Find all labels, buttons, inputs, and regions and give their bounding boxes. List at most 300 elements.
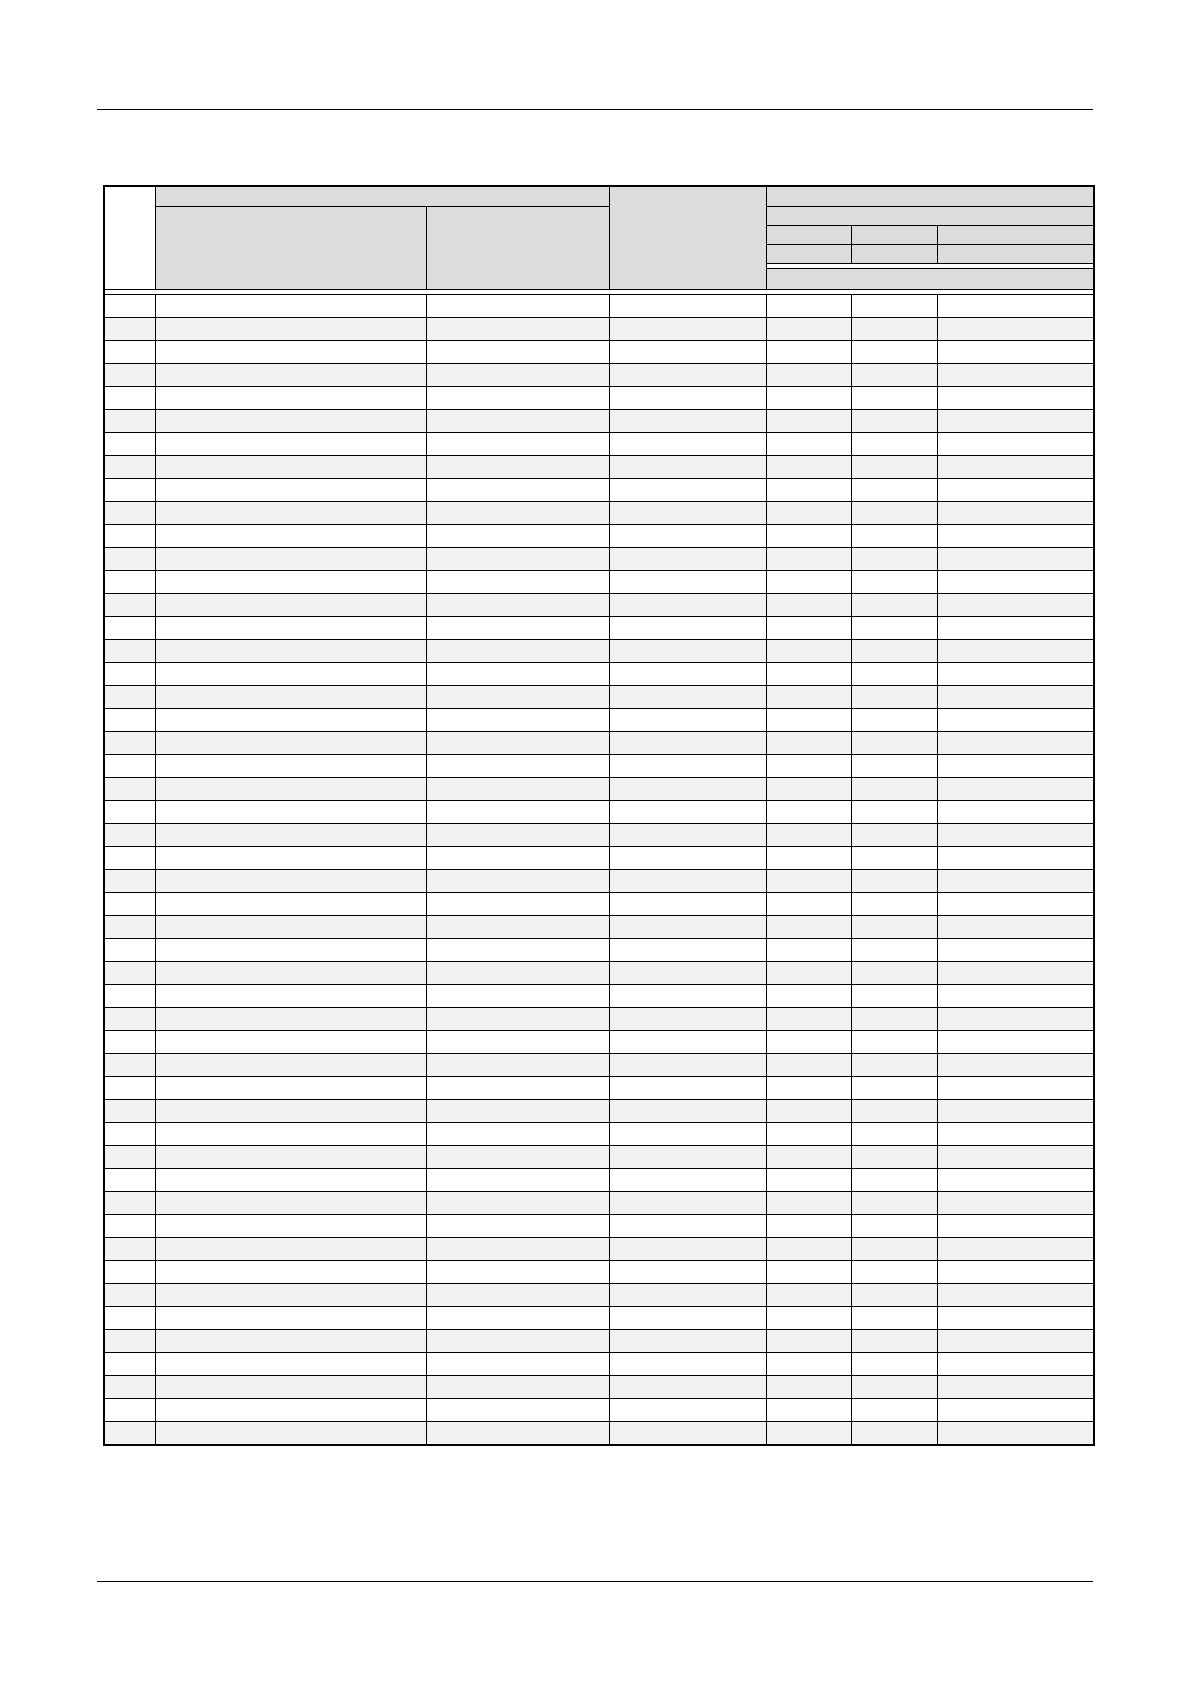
table-cell [851,1284,937,1307]
table-cell [104,939,155,962]
table-cell [851,709,937,732]
header-cell-b-sub [766,207,1094,226]
table-cell [155,916,426,939]
table-cell [851,456,937,479]
table-cell [155,479,426,502]
table-cell [937,594,1094,617]
table-cell [104,1353,155,1376]
table-cell [426,410,609,433]
table-cell [937,985,1094,1008]
table-cell [426,755,609,778]
table-cell [155,709,426,732]
table-cell [426,479,609,502]
table-row [104,801,1094,824]
table-cell [851,939,937,962]
table-cell [937,1146,1094,1169]
table-cell [766,1353,851,1376]
table-cell [937,778,1094,801]
table-row [104,1146,1094,1169]
table-cell [609,1422,766,1446]
table-cell [426,433,609,456]
table-cell [851,433,937,456]
table-cell [851,341,937,364]
table-cell [937,1330,1094,1353]
table-cell [609,870,766,893]
table-cell [426,364,609,387]
table-cell [426,985,609,1008]
table-cell [609,893,766,916]
table-cell [155,502,426,525]
table-cell [426,456,609,479]
table-cell [766,1031,851,1054]
table-cell [937,801,1094,824]
table-cell [426,1238,609,1261]
table-cell [937,318,1094,341]
table-row [104,824,1094,847]
table-cell [766,962,851,985]
table-cell [766,1215,851,1238]
table-cell [104,594,155,617]
table-cell [937,1399,1094,1422]
table-row [104,1399,1094,1422]
table-cell [426,1399,609,1422]
table-cell [426,640,609,663]
table-cell [155,433,426,456]
table-row [104,640,1094,663]
table-cell [609,571,766,594]
table-cell [426,617,609,640]
table-cell [766,1376,851,1399]
header-rule [97,109,1093,110]
table-cell [609,755,766,778]
table-cell [766,594,851,617]
table-cell [104,1238,155,1261]
table-cell [851,732,937,755]
table-cell [851,318,937,341]
table-cell [937,893,1094,916]
table-cell [766,1077,851,1100]
table-cell [426,1307,609,1330]
table-row [104,663,1094,686]
table-cell [609,1215,766,1238]
table-cell [851,364,937,387]
table-cell [851,1123,937,1146]
table-cell [766,571,851,594]
table-cell [426,686,609,709]
table-row [104,962,1094,985]
table-cell [766,778,851,801]
table-cell [766,341,851,364]
header-cell-group-b [766,186,1094,207]
table-row [104,456,1094,479]
table-cell [766,295,851,318]
table-cell [104,571,155,594]
table-cell [104,916,155,939]
table-cell [104,525,155,548]
table-cell [426,893,609,916]
table-row [104,1054,1094,1077]
table-cell [766,1123,851,1146]
table-cell [609,1284,766,1307]
table-cell [766,318,851,341]
table-cell [937,1169,1094,1192]
table-cell [609,1238,766,1261]
table-row [104,1008,1094,1031]
table-cell [609,985,766,1008]
table-cell [104,1008,155,1031]
table-cell [609,1008,766,1031]
table-cell [937,870,1094,893]
table-cell [155,962,426,985]
table-cell [851,295,937,318]
table-cell [937,1031,1094,1054]
table-cell [104,778,155,801]
table-cell [609,709,766,732]
table-cell [609,1100,766,1123]
table-cell [104,341,155,364]
table-cell [104,801,155,824]
header-cell-b1-unit [766,245,851,264]
table-row [104,318,1094,341]
table-cell [937,571,1094,594]
table-cell [155,548,426,571]
header-cell-a1 [155,207,426,290]
table-cell [104,962,155,985]
table-cell [104,640,155,663]
table-cell [155,1238,426,1261]
table-cell [426,1100,609,1123]
table-cell [851,548,937,571]
table-cell [155,1192,426,1215]
table-cell [155,1307,426,1330]
table-row [104,617,1094,640]
table-cell [766,1330,851,1353]
table-cell [104,732,155,755]
table-cell [155,663,426,686]
table-cell [851,1169,937,1192]
table-cell [155,1353,426,1376]
table-cell [766,525,851,548]
header-cell-b3-unit [937,245,1094,264]
table-cell [104,295,155,318]
table-cell [609,548,766,571]
table-cell [937,962,1094,985]
table-cell [937,1054,1094,1077]
table-cell [851,916,937,939]
table-cell [155,1284,426,1307]
table-cell [104,1123,155,1146]
table-cell [104,364,155,387]
table-cell [104,1146,155,1169]
table-cell [851,847,937,870]
table-cell [609,295,766,318]
table-cell [609,1353,766,1376]
table-row [104,479,1094,502]
table-row [104,387,1094,410]
table-cell [155,295,426,318]
table-cell [766,939,851,962]
table-cell [609,479,766,502]
table-row [104,1284,1094,1307]
table-cell [609,410,766,433]
table-cell [155,525,426,548]
table-cell [155,1215,426,1238]
table-cell [851,824,937,847]
table-row [104,1031,1094,1054]
table-cell [766,1284,851,1307]
table-cell [851,617,937,640]
table-cell [426,295,609,318]
table-cell [609,663,766,686]
table-cell [851,571,937,594]
table-row [104,847,1094,870]
table-cell [937,456,1094,479]
table-cell [937,847,1094,870]
table-row [104,778,1094,801]
table-cell [609,847,766,870]
header-cell-number [104,186,155,290]
table-cell [609,1261,766,1284]
table-row [104,525,1094,548]
table-cell [426,1192,609,1215]
table-cell [104,1330,155,1353]
table-cell [609,1169,766,1192]
table-cell [766,1146,851,1169]
table-cell [937,502,1094,525]
table-row [104,1261,1094,1284]
table-cell [155,640,426,663]
table-cell [155,364,426,387]
table-cell [851,1100,937,1123]
table-cell [851,640,937,663]
table-cell [104,870,155,893]
table-cell [155,1261,426,1284]
table-cell [609,617,766,640]
table-cell [766,824,851,847]
table-cell [609,640,766,663]
table-row [104,939,1094,962]
table-cell [937,341,1094,364]
table-row [104,1307,1094,1330]
table-cell [609,778,766,801]
table-cell [104,893,155,916]
table-cell [155,1077,426,1100]
table-cell [155,617,426,640]
table-cell [155,1169,426,1192]
table-cell [609,916,766,939]
table-cell [426,387,609,410]
table-cell [766,1008,851,1031]
table-cell [609,525,766,548]
header-cell-b3 [937,226,1094,245]
table-row [104,893,1094,916]
table-cell [937,1284,1094,1307]
table-cell [609,387,766,410]
table-row [104,916,1094,939]
table-cell [851,985,937,1008]
table-cell [426,962,609,985]
table-cell [426,1330,609,1353]
table-cell [851,479,937,502]
table-cell [851,1146,937,1169]
header-cell-b-total [766,269,1094,290]
table-cell [851,502,937,525]
table-cell [426,1261,609,1284]
table-cell [851,1008,937,1031]
table-cell [609,1307,766,1330]
table-cell [609,1399,766,1422]
table-cell [155,1376,426,1399]
table-cell [937,295,1094,318]
table-cell [851,1376,937,1399]
table-cell [766,364,851,387]
table-cell [155,824,426,847]
table-cell [104,1261,155,1284]
table-row [104,1077,1094,1100]
table-cell [609,1192,766,1215]
table-cell [155,1330,426,1353]
table-cell [155,318,426,341]
table-cell [426,525,609,548]
table-row [104,295,1094,318]
table-cell [609,594,766,617]
table-cell [766,1192,851,1215]
footer-rule [97,1581,1093,1582]
table-cell [766,1238,851,1261]
table-cell [937,364,1094,387]
table-row [104,1422,1094,1446]
table-cell [426,1284,609,1307]
table-cell [104,686,155,709]
table-row [104,571,1094,594]
table-row [104,1192,1094,1215]
table-cell [426,778,609,801]
table-cell [609,1077,766,1100]
table-cell [851,778,937,801]
table-cell [104,1399,155,1422]
table-cell [104,985,155,1008]
table-cell [851,525,937,548]
table-cell [104,1376,155,1399]
table-row [104,1100,1094,1123]
table-cell [937,1261,1094,1284]
table-row [104,548,1094,571]
table-cell [155,755,426,778]
table-row [104,1238,1094,1261]
table-cell [155,778,426,801]
table-cell [104,433,155,456]
table-cell [766,1100,851,1123]
table-cell [426,663,609,686]
table-row [104,364,1094,387]
table-cell [104,410,155,433]
table-cell [104,387,155,410]
table-cell [851,1054,937,1077]
table-cell [609,686,766,709]
table-row [104,709,1094,732]
table-cell [766,709,851,732]
table-cell [609,456,766,479]
table-cell [851,893,937,916]
table-row [104,1376,1094,1399]
table-cell [937,663,1094,686]
header-cell-column-c [609,186,766,290]
table-cell [851,1077,937,1100]
table-cell [937,732,1094,755]
table-cell [851,663,937,686]
table-cell [766,640,851,663]
table-row [104,410,1094,433]
table-cell [766,686,851,709]
table-row [104,341,1094,364]
table-cell [609,364,766,387]
table-cell [155,1100,426,1123]
table-cell [155,686,426,709]
table-cell [104,1031,155,1054]
table-cell [104,548,155,571]
table-cell [104,1169,155,1192]
table-cell [104,824,155,847]
table-row [104,870,1094,893]
table-cell [766,893,851,916]
table-cell [851,1353,937,1376]
table-cell [766,847,851,870]
header-cell-b2-unit [851,245,937,264]
table-cell [426,1422,609,1446]
table-cell [104,318,155,341]
table-cell [609,1330,766,1353]
table-cell [766,1169,851,1192]
table-cell [609,962,766,985]
header-cell-b2 [851,226,937,245]
table-cell [766,479,851,502]
table-cell [766,617,851,640]
table-cell [766,410,851,433]
table-cell [609,824,766,847]
table-cell [155,847,426,870]
table-cell [155,1054,426,1077]
table-cell [155,1031,426,1054]
table-cell [766,916,851,939]
table-cell [104,1307,155,1330]
table-cell [426,548,609,571]
table-row [104,1215,1094,1238]
blank-form-table [103,185,1095,1446]
table-cell [426,1008,609,1031]
table-row [104,1353,1094,1376]
table-cell [937,709,1094,732]
table-cell [155,1399,426,1422]
table-cell [766,548,851,571]
table-cell [104,1422,155,1446]
header-cell-b1 [766,226,851,245]
table-row [104,1123,1094,1146]
table-cell [851,755,937,778]
table-cell [104,1284,155,1307]
table-cell [937,479,1094,502]
table-cell [851,1307,937,1330]
table-cell [426,1123,609,1146]
table-cell [426,571,609,594]
table-cell [155,893,426,916]
table-cell [155,985,426,1008]
table-cell [104,617,155,640]
table-cell [851,594,937,617]
table-cell [937,1077,1094,1100]
table-cell [609,341,766,364]
table-body [104,295,1094,1446]
table-cell [609,939,766,962]
